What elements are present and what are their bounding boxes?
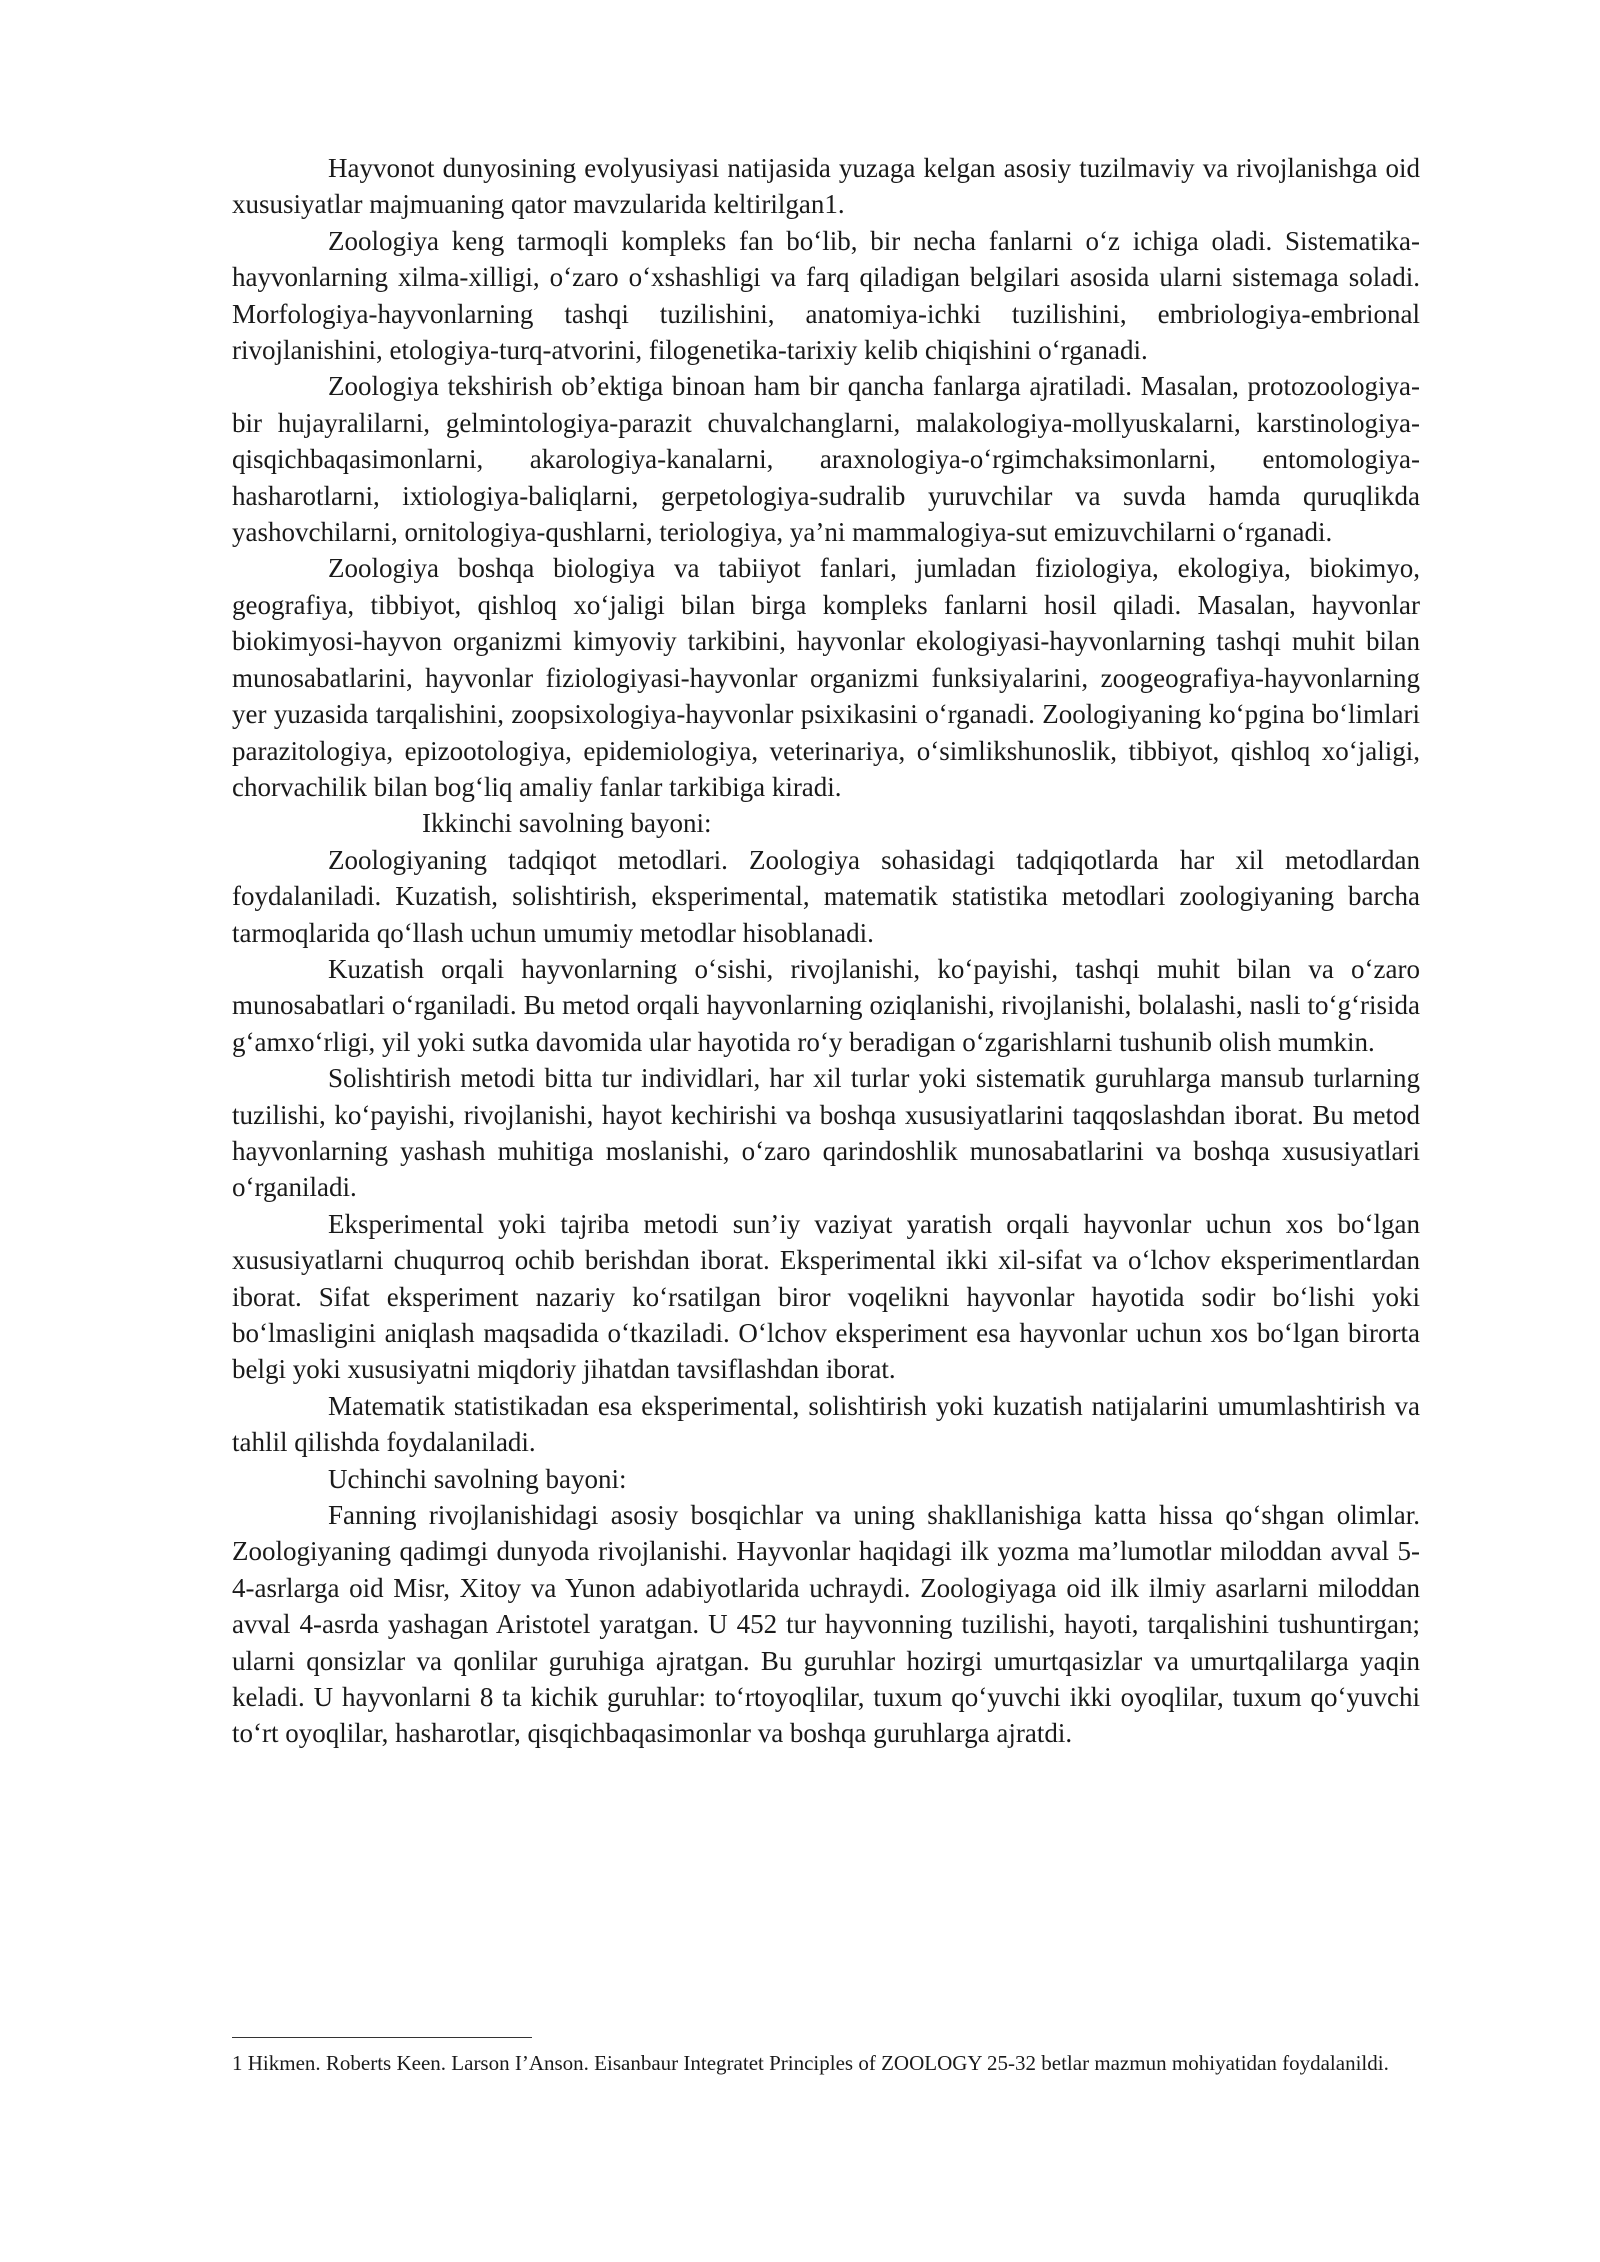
paragraph-zoology-complex: Zoologiya boshqa biologiya va tabiiyot fanlari, jumladan fiziologiya, ekologiya, biokimyo, geografiya, tibbiyot, qishloq xo‘jaligi bilan birga kompleks fanlarni hosil qiladi. Masalan, hayvonlar biokimyosi-hayvon organizmi kimyoviy tarkibini, hayvonlar ekologiyasi-hayvonlarning tashqi muhit bilan munosabatlarini, hayvonlar fiziologiyasi-hayvonlar organizmi funksiyalarini, zoogeografiya-hayvonlarning yer yuzasida tarqalishini, zoopsixologiya-hayvonlar psixikasini o‘rganadi. Zoologiyaning ko‘pgina bo‘limlari parazitologiya, epizootologiya, epidemiologiya, veterinariya, o‘simlikshunoslik, tibbiyot, qishloq xo‘jaligi, chorvachilik bilan bog‘liq amaliy fanlar tarkibiga kiradi. bbox=[232, 553, 1420, 802]
paragraph-methods: Zoologiyaning tadqiqot metodlari. Zoologiya sohasidagi tadqiqotlarda har xil metodlardan foydalaniladi. Kuzatish, solishtirish, eksperimental, matematik statistika metodlari zoologiyaning barcha tarmoqlarida qo‘llash uchun umumiy metodlar hisoblanadi. bbox=[232, 844, 1420, 948]
paragraph-zoology-branches: Zoologiya keng tarmoqli kompleks fan bo‘lib, bir necha fanlarni o‘z ichiga oladi. Sistematika-hayvonlarning xilma-xilligi, o‘zaro o‘xshashligi va farq qiladigan belgilari asosida ularni sistemaga soladi. Morfologiya-hayvonlarning tashqi tuzilishini, anatomiya-ichki tuzilishini, embriologiya-embrional rivojlanishini, etologiya-turq-atvorini, filogenetika-tarixiy kelib chiqishini o‘rganadi. bbox=[232, 225, 1420, 366]
section-heading-second: Ikkinchi savolning bayoni: bbox=[422, 808, 712, 839]
paragraph-comparison: Solishtirish metodi bitta tur individlari, har xil turlar yoki sistematik guruhlarga mansub turlarning tuzilishi, ko‘payishi, rivojlanishi, hayot kechirishi va boshqa xususiyatlarini taqqoslashdan iborat. Bu metod hayvonlarning yashash muhitiga moslanishi, o‘zaro qarindoshlik munosabatlarini va boshqa xususiyatlari o‘rganiladi. bbox=[232, 1063, 1420, 1203]
paragraph-intro: Hayvonot dunyosining evolyusiyasi natijasida yuzaga kelgan asosiy tuzilmaviy va rivojlanishga oid xususiyatlar majmuaning qator mavzularida keltirilgan1. bbox=[232, 153, 1420, 220]
paragraph-zoology-subjects: Zoologiya tekshirish ob’ektiga binoan ham bir qancha fanlarga ajratiladi. Masalan, protozoologiya-bir hujayralilarni, gelmintologiya-parazit chuvalchanglarni, malakologiya-mollyuskalarni, karstinologiya-qisqichbaqasimonlarni, akarologiya-kanalarni, araxnologiya-o‘rgimchaksimonlarni, entomologiya-hasharotlarni, ixtiologiya-baliqlarni, gerpetologiya-sudralib yuruvchilar va suvda hamda quruqlikda yashovchilarni, ornitologiya-qushlarni, teriologiya, ya’ni mammalogiya-sut emizuvchilarni o‘rganadi. bbox=[232, 371, 1420, 548]
document-body bbox=[232, 150, 1420, 1752]
section-heading-third: Uchinchi savolning bayoni: bbox=[328, 1463, 627, 1494]
paragraph-statistics: Matematik statistikadan esa eksperimental, solishtirish yoki kuzatish natijalarini umumlashtirish va tahlil qilishda foydalaniladi. bbox=[232, 1390, 1420, 1458]
paragraph-experimental: Eksperimental yoki tajriba metodi sun’iy vaziyat yaratish orqali hayvonlar uchun xos bo‘lgan xususiyatlarni chuqurroq ochib berishdan iborat. Eksperimental ikki xil-sifat va o‘lchov eksperimentlardan iborat. Sifat eksperiment nazariy ko‘rsatilgan biror voqelikni hayvonlar hayotida sodir bo‘lishi yoki bo‘lmasligini aniqlash maqsadida o‘tkaziladi. O‘lchov eksperiment esa hayvonlar uchun xos bo‘lgan birorta belgi yoki xususiyatni miqdoriy jihatdan tavsiflashdan iborat. bbox=[232, 1208, 1420, 1385]
footnote: 1 Hikmen. Roberts Keen. Larson I’Anson. Eisanbaur Integratet Principles of ZOOLOGY 25-32 betlar mazmun mohiyatidan foydalanildi. bbox=[232, 2051, 1389, 2075]
paragraph-history: Fanning rivojlanishidagi asosiy bosqichlar va uning shakllanishiga katta hissa qo‘shgan olimlar. Zoologiyaning qadimgi dunyoda rivojlanishi. Hayvonlar haqidagi ilk yozma ma’lumotlar miloddan avval 5-4-asrlarga oid Misr, Xitoy va Yunon adabiyotlarida uchraydi. Zoologiyaga oid ilk ilmiy asarlarni miloddan avval 4-asrda yashagan Aristotel yaratgan. U 452 tur hayvonning tuzilishi, hayoti, tarqalishini tushuntirgan; ularni qonsizlar va qonlilar guruhiga ajratgan. Bu guruhlar hozirgi umurtqasizlar va umurtqalilarga yaqin keladi. U hayvonlarni 8 ta kichik guruhlar: to‘rtoyoqlilar, tuxum qo‘yuvchi ikki oyoqlilar, tuxum qo‘yuvchi to‘rt oyoqlilar, hasharotlar, qisqichbaqasimonlar va boshqa guruhlarga ajratdi. bbox=[232, 1500, 1420, 1749]
footnote-divider bbox=[232, 2037, 532, 2038]
paragraph-observation: Kuzatish orqali hayvonlarning o‘sishi, rivojlanishi, ko‘payishi, tashqi muhit bilan va o‘zaro munosabatlari o‘rganiladi. Bu metod orqali hayvonlarning oziqlanishi, rivojlanishi, bolalashi, nasli to‘g‘risida g‘amxo‘rligi, yil yoki sutka davomida ular hayotida ro‘y beradigan o‘zgarishlarni tushunib olish mumkin. bbox=[232, 953, 1420, 1057]
